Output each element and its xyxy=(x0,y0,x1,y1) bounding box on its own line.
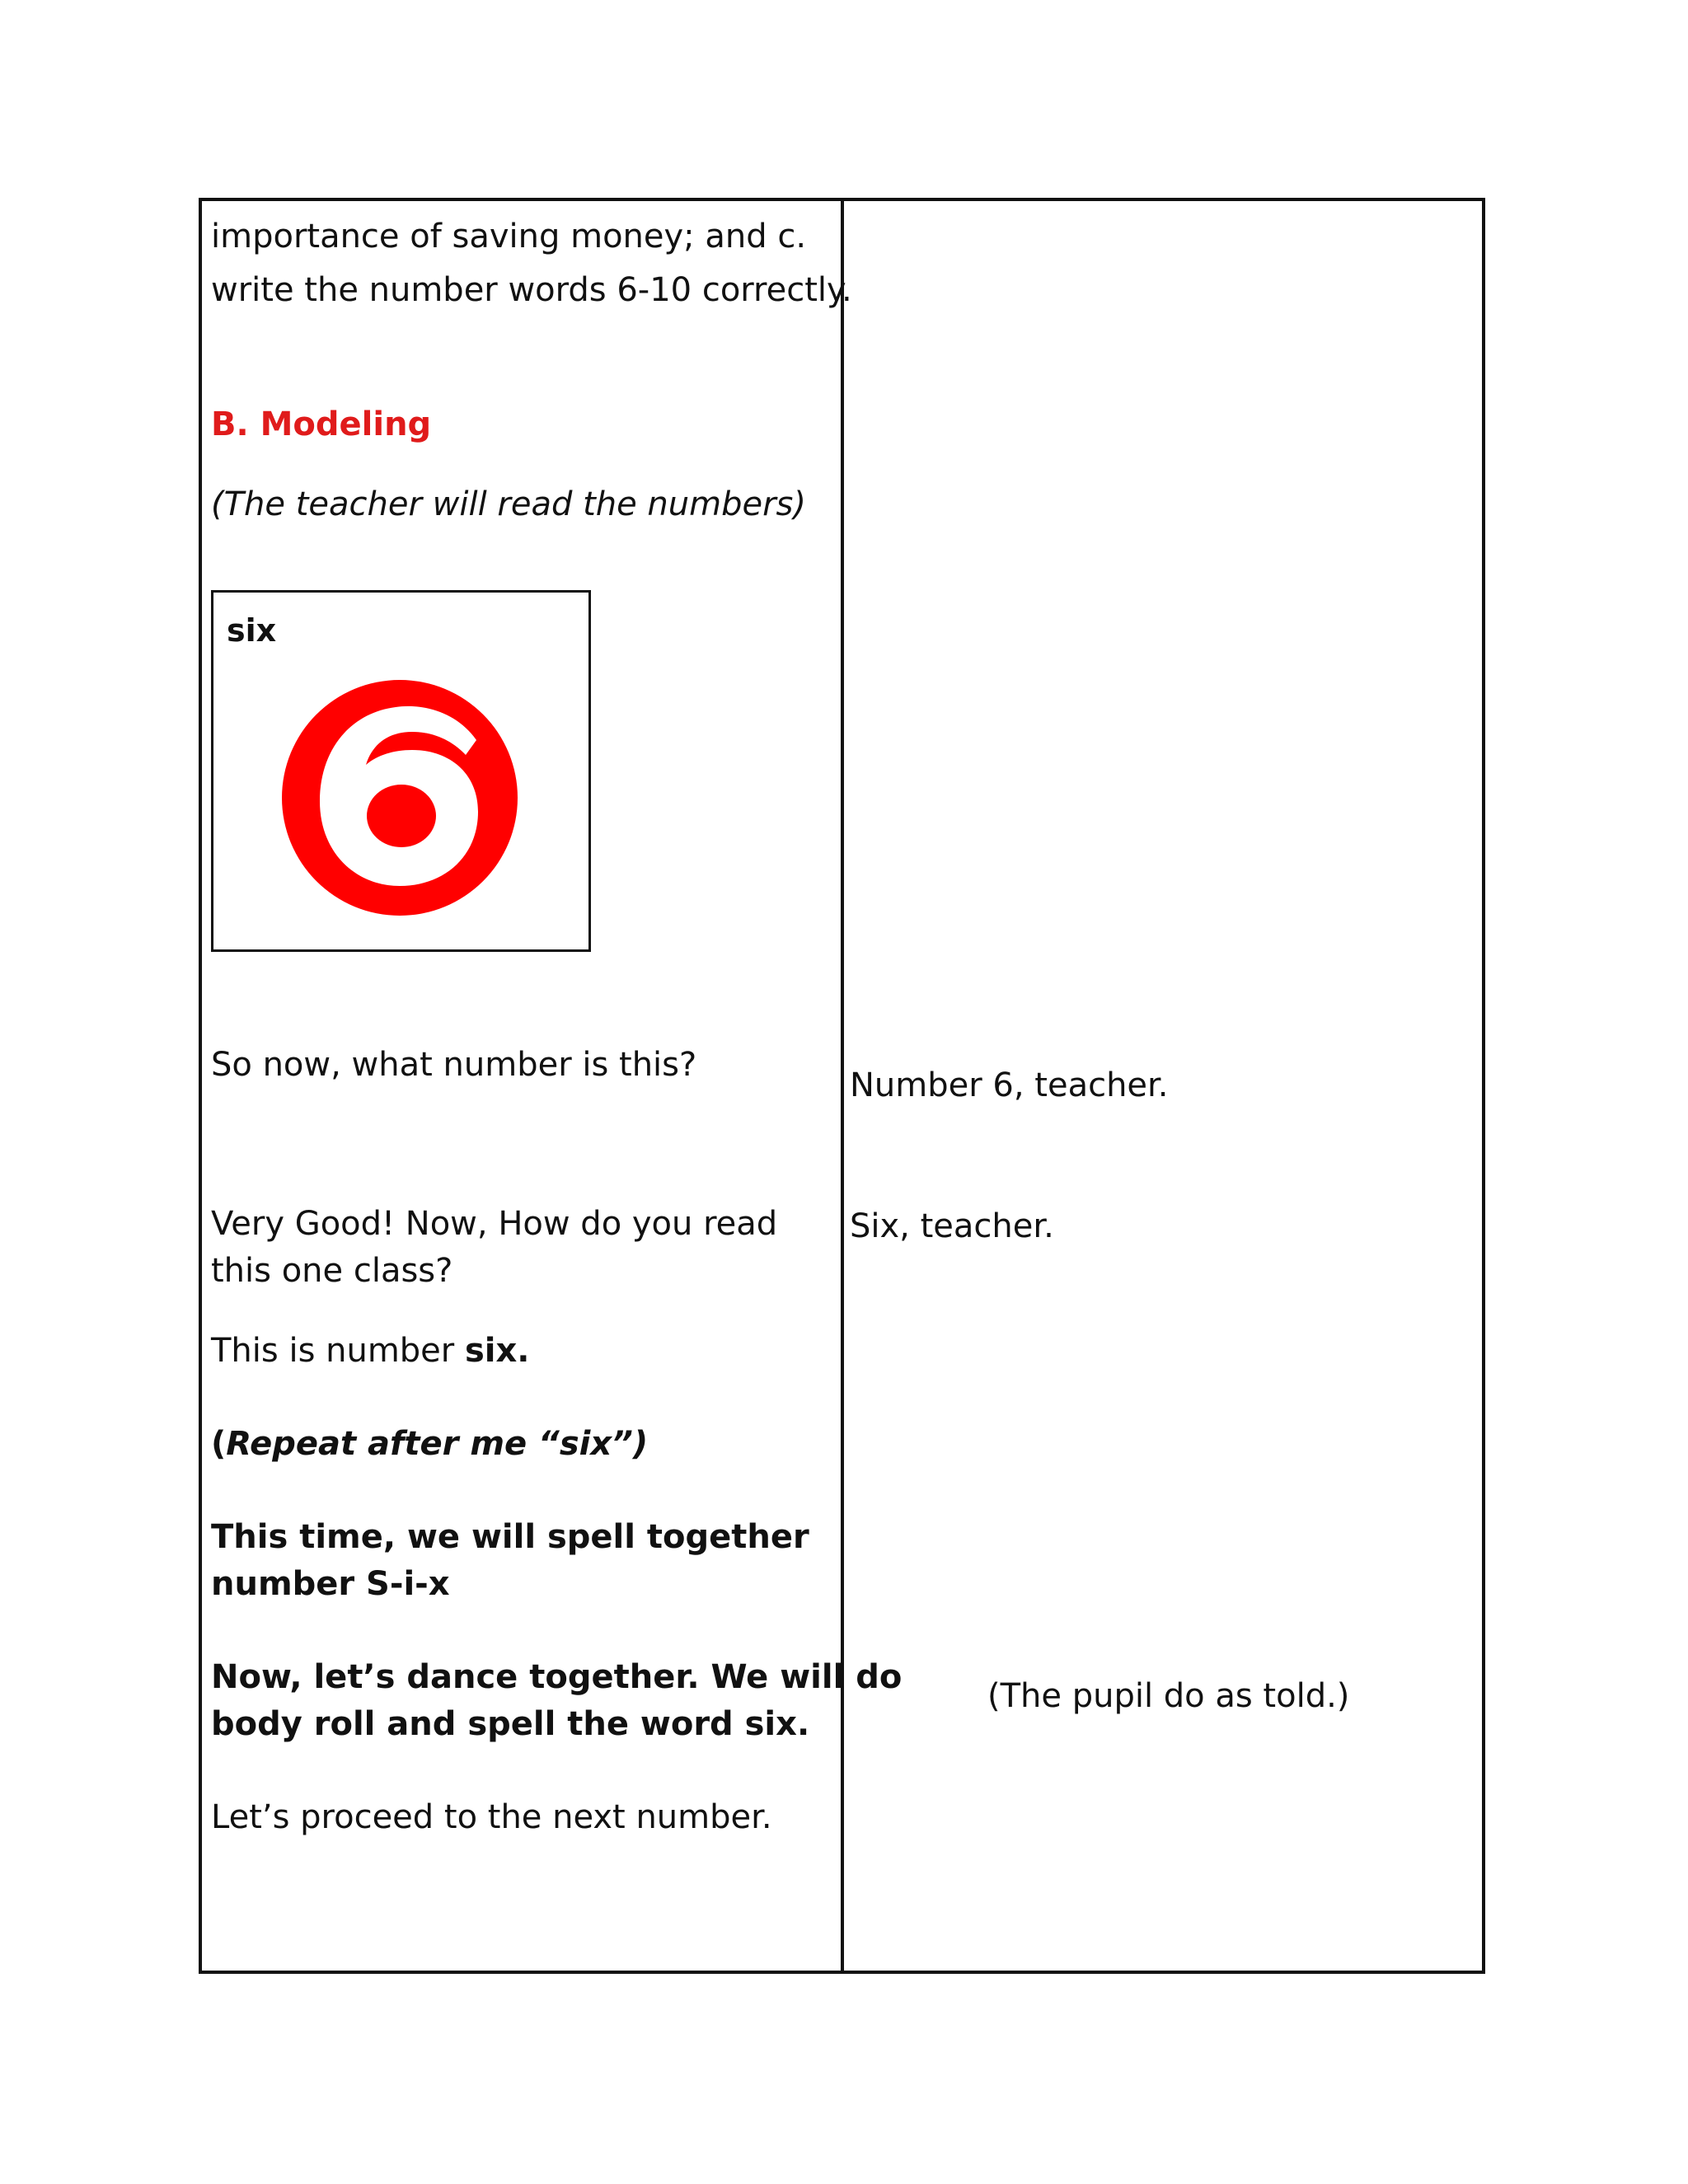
this-is-number-line xyxy=(211,1327,529,1375)
column-divider xyxy=(841,198,844,1974)
dance-line-2: body roll and spell the word six. xyxy=(211,1705,810,1743)
instruction-text: (The teacher will read the numbers) xyxy=(211,485,806,523)
answer-2: Six, teacher. xyxy=(850,1207,1054,1245)
repeat-instruction xyxy=(211,1420,648,1468)
praise-line-1: Very Good! Now, How do you read xyxy=(211,1205,778,1243)
number-six-circle-icon xyxy=(280,676,519,919)
this-is-word: six. xyxy=(464,1332,530,1370)
intro-line-2: write the number words 6-10 correctly. xyxy=(211,271,852,309)
spell-line-1: This time, we will spell together xyxy=(211,1518,809,1556)
dance-line-1: Now, let’s dance together. We will do xyxy=(211,1658,903,1696)
figure-label: six xyxy=(227,612,277,649)
answer-3: (The pupil do as told.) xyxy=(987,1677,1350,1715)
praise-line-2: this one class? xyxy=(211,1252,453,1290)
repeat-open-paren: ( xyxy=(211,1425,227,1463)
this-is-prefix: This is number xyxy=(211,1332,465,1370)
proceed-line: Let’s proceed to the next number. xyxy=(211,1798,772,1836)
intro-line-1: importance of saving money; and c. xyxy=(211,218,807,255)
repeat-text: Repeat after me “six”) xyxy=(226,1425,649,1463)
question-1: So now, what number is this? xyxy=(211,1046,697,1084)
section-heading: B. Modeling xyxy=(211,405,432,443)
spell-line-2: number S-i-x xyxy=(211,1565,450,1603)
answer-1: Number 6, teacher. xyxy=(850,1066,1169,1104)
